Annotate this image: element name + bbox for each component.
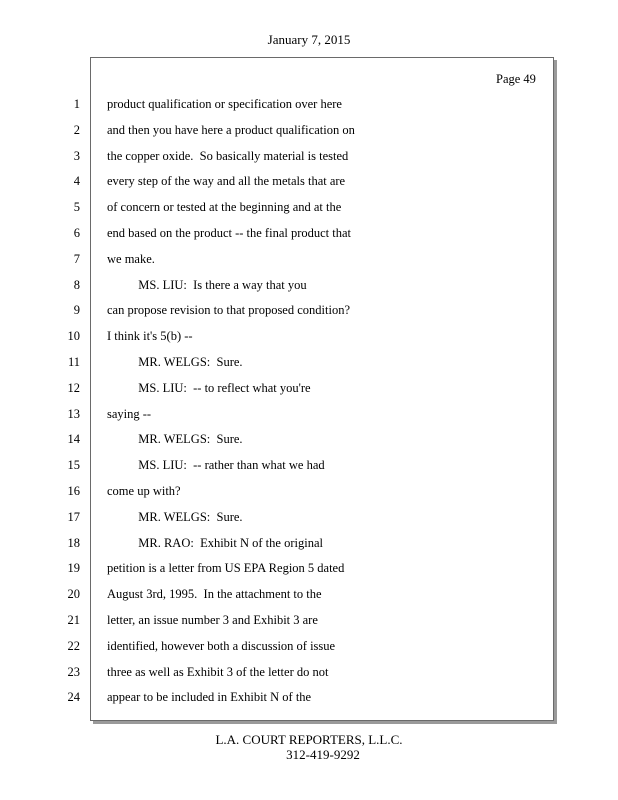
line-number: 15 xyxy=(67,458,80,473)
line-text: we make. xyxy=(107,251,155,266)
transcript-line xyxy=(0,481,618,501)
line-text: and then you have here a product qualification on xyxy=(107,122,355,137)
footer-phone: 312-419-9292 xyxy=(286,747,360,762)
transcript-line xyxy=(0,249,618,269)
line-text: MS. LIU: -- rather than what we had xyxy=(107,458,325,473)
line-text: MR. WELGS: Sure. xyxy=(107,509,243,524)
transcript-line xyxy=(0,687,618,707)
line-text: MR. WELGS: Sure. xyxy=(107,355,243,369)
line-number: 5 xyxy=(73,200,80,215)
transcript-line xyxy=(0,404,618,424)
line-number: 21 xyxy=(67,613,80,627)
line-number: 9 xyxy=(73,303,80,318)
line-number: 14 xyxy=(67,432,80,447)
line-text: MR. WELGS: Sure. xyxy=(107,432,243,447)
transcript-line xyxy=(0,610,618,630)
line-number: 23 xyxy=(67,664,80,679)
line-text: saying -- xyxy=(107,406,152,421)
line-text: MS. LIU: -- to reflect what you're xyxy=(107,380,311,395)
header-date: January 7, 2015 xyxy=(267,32,351,47)
line-text: August 3rd, 1995. In the attachment to the xyxy=(107,587,322,602)
line-text: end based on the product -- the final product that xyxy=(107,226,352,240)
line-number: 2 xyxy=(73,122,80,137)
line-number: 17 xyxy=(67,509,80,524)
line-number: 12 xyxy=(67,380,80,395)
line-text: of concern or tested at the beginning and at the xyxy=(107,200,342,215)
line-text: MS. LIU: Is there a way that you xyxy=(107,277,307,292)
transcript-line xyxy=(0,584,618,604)
transcript-line xyxy=(0,197,618,217)
line-text: the copper oxide. So basically material is tested xyxy=(107,148,349,163)
footer-company: L.A. COURT REPORTERS, L.L.C. xyxy=(215,732,403,747)
transcript-line xyxy=(0,326,618,346)
line-text: identified, however both a discussion of issue xyxy=(107,638,336,653)
line-number: 13 xyxy=(67,406,80,421)
line-text: can propose revision to that proposed condition? xyxy=(107,303,350,318)
line-number: 11 xyxy=(67,355,80,369)
line-text: product qualification or specification over here xyxy=(107,97,342,111)
line-number: 6 xyxy=(73,226,80,240)
transcript-line xyxy=(0,558,618,578)
line-text: appear to be included in Exhibit N of the xyxy=(107,690,312,705)
line-text: I think it's 5(b) -- xyxy=(107,329,193,344)
line-number: 7 xyxy=(73,251,80,266)
transcript-line xyxy=(0,223,618,243)
line-number: 3 xyxy=(73,148,80,163)
line-number: 4 xyxy=(73,174,80,189)
transcript-line xyxy=(0,120,618,140)
transcript-line xyxy=(0,94,618,114)
line-number: 24 xyxy=(67,690,80,705)
footer xyxy=(0,732,618,762)
line-text: come up with? xyxy=(107,484,181,498)
transcript-line xyxy=(0,533,618,553)
line-number: 19 xyxy=(67,561,80,576)
line-number: 20 xyxy=(67,587,80,602)
line-number: 1 xyxy=(73,97,80,111)
transcript-line xyxy=(0,507,618,527)
line-number: 18 xyxy=(67,535,80,550)
page-number: Page 49 xyxy=(496,72,536,86)
line-number: 10 xyxy=(67,329,80,344)
transcript-line xyxy=(0,275,618,295)
line-number: 8 xyxy=(73,277,80,292)
transcript-line xyxy=(0,146,618,166)
line-text: petition is a letter from US EPA Region 5 dated xyxy=(107,561,345,576)
transcript-line xyxy=(0,455,618,475)
transcript-line xyxy=(0,636,618,656)
transcript-line xyxy=(0,662,618,682)
line-text: MR. RAO: Exhibit N of the original xyxy=(107,535,323,550)
transcript-line xyxy=(0,429,618,449)
line-number: 22 xyxy=(67,638,80,653)
line-text: three as well as Exhibit 3 of the letter do not xyxy=(107,664,329,679)
transcript-line xyxy=(0,171,618,191)
transcript-line xyxy=(0,352,618,372)
line-text: letter, an issue number 3 and Exhibit 3 are xyxy=(107,613,318,627)
line-text: every step of the way and all the metals that are xyxy=(107,174,346,189)
transcript-line xyxy=(0,300,618,320)
transcript-line xyxy=(0,378,618,398)
line-number: 16 xyxy=(67,484,80,498)
